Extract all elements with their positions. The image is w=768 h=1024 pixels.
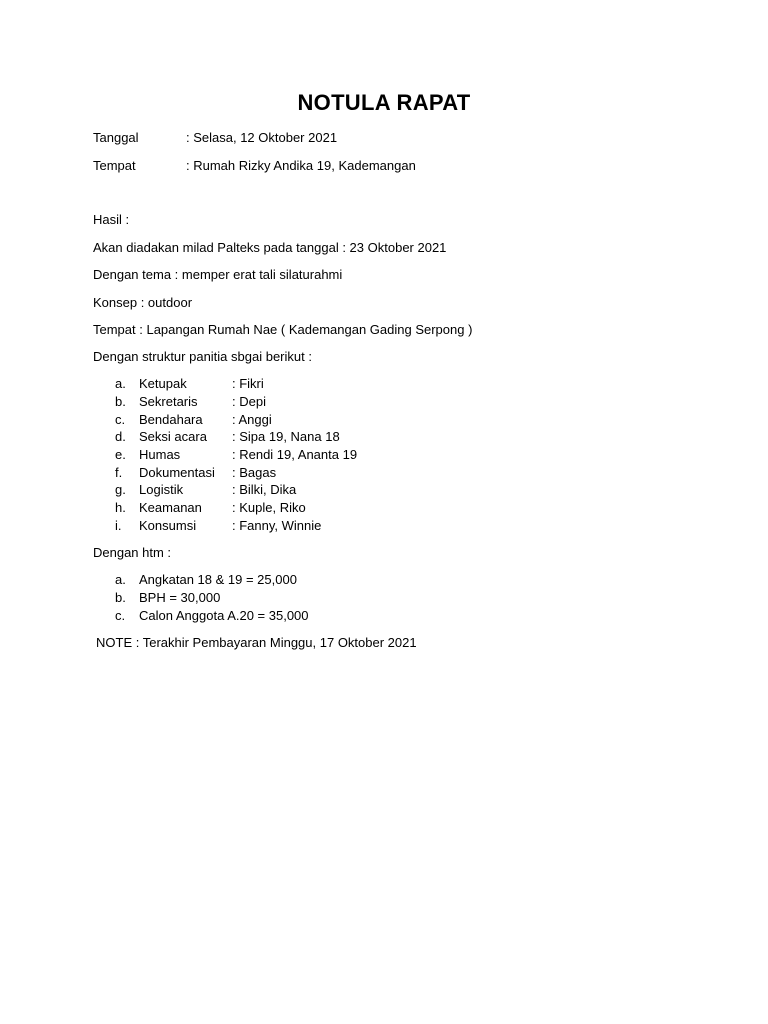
list-marker: a. xyxy=(115,572,126,587)
committee-name: : Kuple, Riko xyxy=(232,500,306,515)
htm-heading: Dengan htm : xyxy=(93,545,172,560)
committee-role: Dokumentasi xyxy=(139,465,215,480)
paragraph-konsep: Konsep : outdoor xyxy=(93,295,193,310)
committee-name: : Rendi 19, Ananta 19 xyxy=(232,447,358,462)
committee-role: Seksi acara xyxy=(139,429,207,444)
list-marker: h. xyxy=(115,500,126,515)
paragraph-tema: Dengan tema : memper erat tali silaturahmi xyxy=(93,267,343,282)
committee-name: : Fanny, Winnie xyxy=(232,518,322,533)
list-marker: e. xyxy=(115,447,126,462)
committee-role: Sekretaris xyxy=(139,394,198,409)
committee-role: Logistik xyxy=(139,482,184,497)
paragraph-milad: Akan diadakan milad Palteks pada tanggal : 23 Oktober 2021 xyxy=(93,240,447,255)
list-marker: b. xyxy=(115,394,126,409)
meta-label-date: Tanggal xyxy=(93,130,139,145)
list-marker: c. xyxy=(115,412,126,427)
meta-value-date: : Selasa, 12 Oktober 2021 xyxy=(186,130,338,145)
committee-name: : Sipa 19, Nana 18 xyxy=(232,429,340,444)
list-marker: d. xyxy=(115,429,126,444)
paragraph-tempat: Tempat : Lapangan Rumah Nae ( Kademangan Gading Serpong ) xyxy=(93,322,473,337)
list-marker: a. xyxy=(115,376,126,391)
payment-note: NOTE : Terakhir Pembayaran Minggu, 17 Oktober 2021 xyxy=(96,635,417,650)
meta-label-place: Tempat xyxy=(93,158,136,173)
committee-role: Ketupak xyxy=(139,376,187,391)
committee-name: : Anggi xyxy=(232,412,272,427)
list-marker: b. xyxy=(115,590,126,605)
list-marker: g. xyxy=(115,482,126,497)
document-title: NOTULA RAPAT xyxy=(297,90,471,115)
committee-role: Bendahara xyxy=(139,412,203,427)
committee-role: Humas xyxy=(139,447,181,462)
htm-text: Calon Anggota A.20 = 35,000 xyxy=(139,608,309,623)
list-marker: f. xyxy=(115,465,123,480)
committee-role: Keamanan xyxy=(139,500,202,515)
meta-value-place: : Rumah Rizky Andika 19, Kademangan xyxy=(186,158,416,173)
committee-name: : Bilki, Dika xyxy=(232,482,297,497)
committee-name: : Bagas xyxy=(232,465,277,480)
htm-text: Angkatan 18 & 19 = 25,000 xyxy=(139,572,297,587)
committee-role: Konsumsi xyxy=(139,518,197,533)
committee-name: : Depi xyxy=(232,394,266,409)
committee-name: : Fikri xyxy=(232,376,264,391)
list-marker: i. xyxy=(115,518,122,533)
htm-text: BPH = 30,000 xyxy=(139,590,221,605)
hasil-heading: Hasil : xyxy=(93,212,130,227)
paragraph-struktur: Dengan struktur panitia sbgai berikut : xyxy=(93,349,312,364)
list-marker: c. xyxy=(115,608,126,623)
